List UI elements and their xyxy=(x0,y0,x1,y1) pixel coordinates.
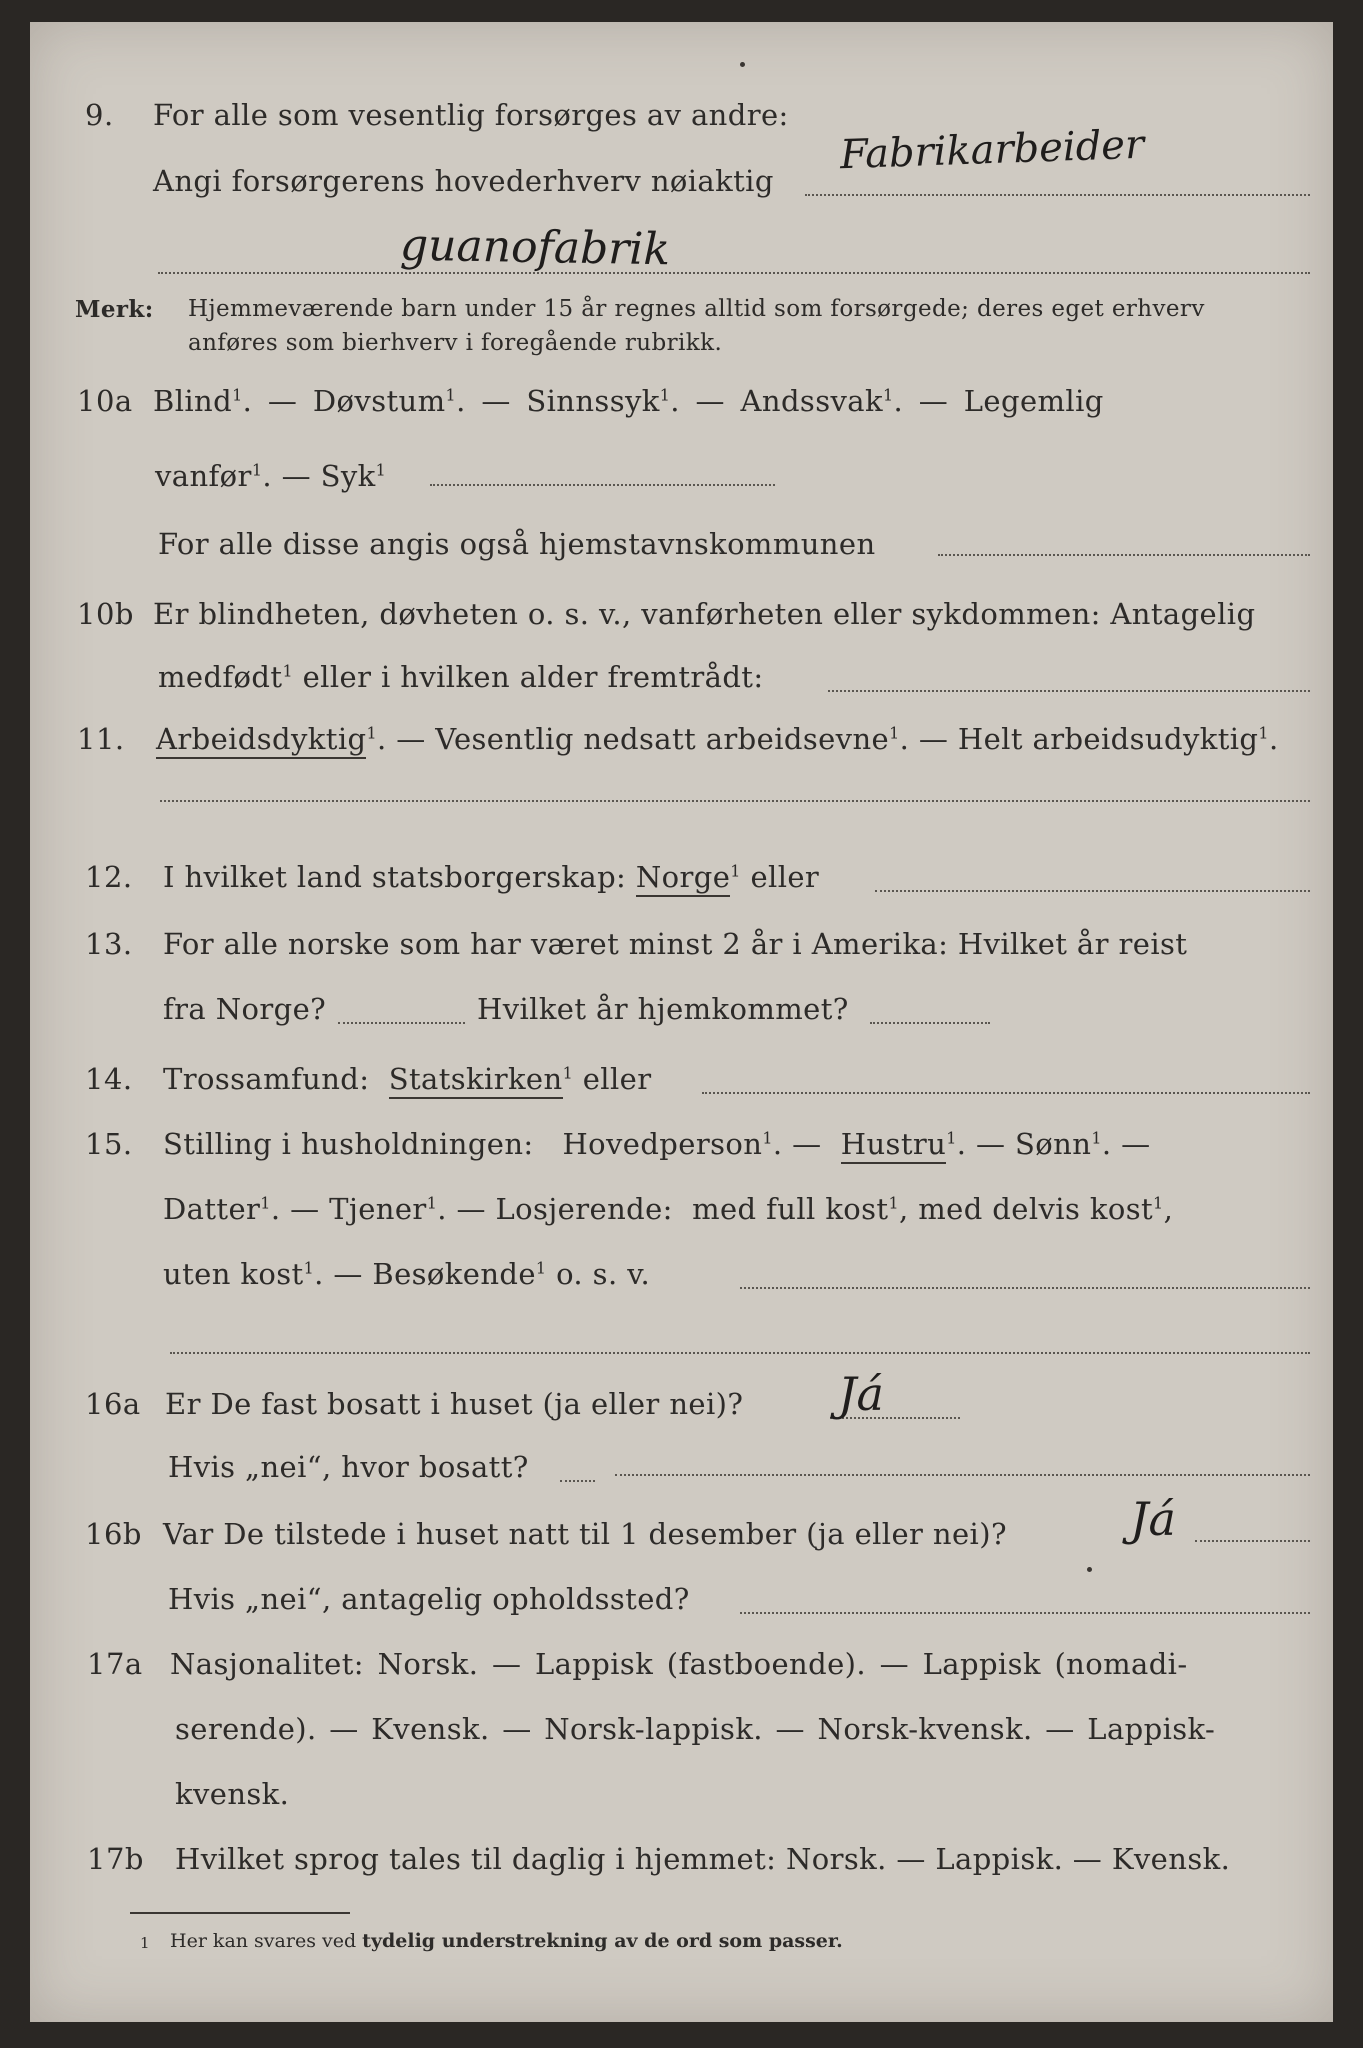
footnote-mark: 1 xyxy=(251,460,263,480)
footnote-mark: 1 xyxy=(282,661,293,681)
question-text: Var De tilstede i huset natt til 1 desember (ja eller nei)? xyxy=(163,1517,1007,1551)
option-medfodt: medfødt xyxy=(158,660,283,694)
footnote-mark: 1 xyxy=(659,385,671,405)
question-text-part: Trossamfund: xyxy=(163,1062,370,1096)
question-text: Angi forsørgerens hovederhverv nøiaktig xyxy=(153,164,774,198)
option-sinnssyk: . — Sinnssyk xyxy=(456,384,660,418)
question-text xyxy=(163,1192,1173,1226)
question-text-part: eller i hvilken alder fremtrådt: xyxy=(292,660,764,694)
question-number: 12. xyxy=(85,860,133,894)
question-text-part: Stilling i husholdningen: xyxy=(163,1127,534,1161)
option-besokende: . — Besøkende xyxy=(314,1257,536,1291)
answer-line xyxy=(870,1022,990,1024)
question-text: kvensk. xyxy=(175,1777,290,1811)
question-number: 13. xyxy=(85,927,133,961)
punctuation: . — xyxy=(1101,1127,1151,1161)
footnote-mark: 1 xyxy=(140,1934,150,1952)
question-text-part: eller xyxy=(740,860,820,894)
answer-line xyxy=(702,1092,1310,1094)
question-text xyxy=(163,1062,651,1096)
footnote-mark: 1 xyxy=(889,723,900,743)
option-uten-kost: uten kost xyxy=(163,1257,304,1291)
option-nedsatt: . — Vesentlig nedsatt arbeidsevne xyxy=(377,722,890,756)
question-text xyxy=(155,459,386,493)
option-syk: . — Syk xyxy=(262,459,376,493)
answer-line xyxy=(615,1474,1310,1476)
question-text: For alle som vesentlig forsørges av andre: xyxy=(153,98,789,132)
question-text: Hvilket år hjemkommet? xyxy=(477,992,849,1026)
question-text xyxy=(163,1257,650,1291)
question-text: Hvilket sprog tales til daglig i hjemmet: Norsk. — Lappisk. — Kvensk. xyxy=(175,1842,1231,1876)
footnote-mark: 1 xyxy=(730,861,741,881)
answer-line xyxy=(805,194,1310,196)
answer-line xyxy=(160,800,1310,802)
question-text xyxy=(156,722,1279,756)
footnote-mark: 1 xyxy=(946,1128,957,1148)
note-text: Hjemmeværende barn under 15 år regnes alltid som forsørgede; deres eget erhverv xyxy=(188,296,1205,322)
footnote-text xyxy=(170,1930,843,1952)
option-full-kost: med full kost xyxy=(692,1192,889,1226)
question-number: 17b xyxy=(87,1842,144,1876)
footnote-text-part: Her kan svares ved xyxy=(170,1930,363,1952)
answer-line xyxy=(828,690,1310,692)
question-number: 10a xyxy=(77,384,133,418)
footnote-mark: 1 xyxy=(888,1193,900,1213)
option-legemlig: . — Legemlig xyxy=(893,384,1104,418)
handwritten-answer-bosatt: Já xyxy=(838,1367,884,1421)
punctuation: . — xyxy=(772,1127,822,1161)
answer-line xyxy=(740,1287,1310,1289)
answer-line xyxy=(158,272,1310,274)
question-text: Er blindheten, døvheten o. s. v., vanførheten eller sykdommen: Antagelig xyxy=(153,597,1256,631)
answer-line xyxy=(560,1480,595,1482)
option-hustru-underlined: Hustru xyxy=(841,1127,946,1164)
question-text xyxy=(153,384,1104,418)
question-text: For alle disse angis også hjemstavnskommunen xyxy=(158,527,876,561)
footnote-mark: 1 xyxy=(562,1063,574,1083)
question-text: For alle norske som har været minst 2 år i Amerika: Hvilket år reist xyxy=(163,927,1188,961)
answer-line xyxy=(875,890,1310,892)
option-vanfor: vanfør xyxy=(155,459,252,493)
answer-line xyxy=(170,1352,1310,1354)
option-hovedperson: Hovedperson xyxy=(562,1127,763,1161)
question-text: Hvis „nei“, hvor bosatt? xyxy=(168,1450,529,1484)
question-text: fra Norge? xyxy=(163,992,327,1026)
question-text-part: I hvilket land statsborgerskap: xyxy=(163,860,627,894)
question-text-part: o. s. v. xyxy=(546,1257,651,1291)
question-number: 15. xyxy=(85,1127,133,1161)
question-number: 17a xyxy=(87,1647,143,1681)
question-text: Er De fast bosatt i huset (ja eller nei)? xyxy=(165,1387,744,1421)
note-text: anføres som bierhverv i foregående rubrikk. xyxy=(188,330,723,356)
answer-line xyxy=(430,484,775,486)
option-udyktig: . — Helt arbeidsudyktig xyxy=(899,722,1259,756)
footnote-mark: 1 xyxy=(1258,723,1269,743)
question-number: 16a xyxy=(85,1387,141,1421)
footnote-mark: 1 xyxy=(260,1193,271,1213)
answer-line xyxy=(938,554,1310,556)
punctuation: . xyxy=(1268,722,1279,756)
question-text xyxy=(163,860,819,894)
footnote-mark: 1 xyxy=(882,385,894,405)
footnote-mark: 1 xyxy=(375,460,387,480)
answer-line xyxy=(338,1022,465,1024)
footnote-mark: 1 xyxy=(426,1193,438,1213)
option-losjerende: . — Losjerende: xyxy=(437,1192,673,1226)
option-dovstum: . — Døvstum xyxy=(242,384,446,418)
question-number: 9. xyxy=(85,98,114,132)
footnote-mark: 1 xyxy=(762,1128,773,1148)
footnote-mark: 1 xyxy=(232,385,243,405)
note-label: Merk: xyxy=(75,296,154,323)
handwritten-answer-tilstede: Já xyxy=(1130,1492,1176,1546)
footnote-mark: 1 xyxy=(535,1258,547,1278)
footnote-mark: 1 xyxy=(445,385,457,405)
punctuation: , xyxy=(1163,1192,1174,1226)
question-number: 11. xyxy=(77,722,125,756)
census-form-page xyxy=(30,22,1333,2022)
question-number: 14. xyxy=(85,1062,133,1096)
question-text: Nasjonalitet: Norsk. — Lappisk (fastboende). — Lappisk (nomadi- xyxy=(170,1647,1188,1681)
ink-speck xyxy=(740,62,745,67)
question-text xyxy=(163,1127,1151,1161)
question-text-part: eller xyxy=(573,1062,652,1096)
footnote-text-bold: tydelig understrekning av de ord som passer. xyxy=(362,1930,843,1952)
option-arbeidsdyktig-underlined: Arbeidsdyktig xyxy=(156,722,366,759)
option-andssvak: . — Andssvak xyxy=(670,384,883,418)
option-blind: Blind xyxy=(153,384,233,418)
question-text: serende). — Kvensk. — Norsk-lappisk. — Norsk-kvensk. — Lappisk- xyxy=(175,1712,1216,1746)
handwritten-answer-workplace: guanofabrik xyxy=(399,219,671,276)
option-sonn: . — Sønn xyxy=(956,1127,1092,1161)
ink-speck xyxy=(1087,1567,1092,1572)
question-text xyxy=(158,660,764,694)
question-number: 10b xyxy=(77,597,134,631)
footnote-mark: 1 xyxy=(303,1258,315,1278)
answer-line xyxy=(740,1612,1310,1614)
option-delvis-kost: , med delvis kost xyxy=(899,1192,1154,1226)
option-tjener: . — Tjener xyxy=(270,1192,427,1226)
footnote-mark: 1 xyxy=(366,723,378,743)
footnote-mark: 1 xyxy=(1091,1128,1102,1148)
option-statskirken-underlined: Statskirken xyxy=(389,1062,563,1099)
option-norge-underlined: Norge xyxy=(636,860,730,897)
footnote-mark: 1 xyxy=(1153,1193,1164,1213)
handwritten-answer-occupation: Fabrikarbeider xyxy=(839,121,1145,179)
footnote-rule xyxy=(130,1912,350,1914)
option-datter: Datter xyxy=(163,1192,261,1226)
answer-line xyxy=(1195,1540,1310,1542)
question-number: 16b xyxy=(85,1517,142,1551)
question-text: Hvis „nei“, antagelig opholdssted? xyxy=(168,1582,690,1616)
